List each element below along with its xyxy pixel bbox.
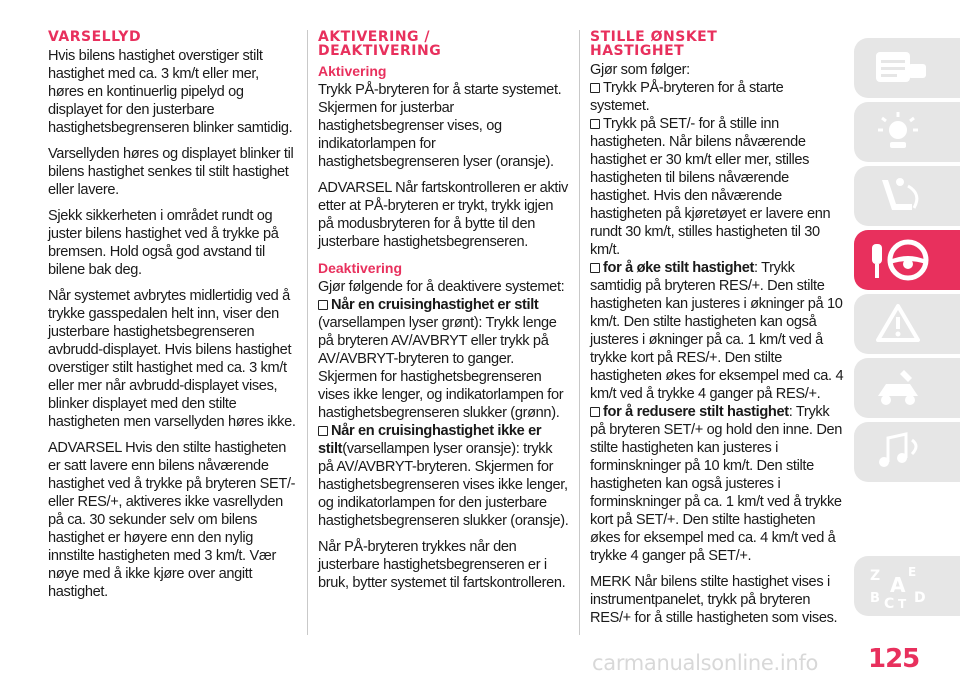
bullet-text: Trykk på SET/- for å stille inn hastigheten. Når bilens nåværende hastighet er 30 km/t eller mer, stilles hastigheten til bilens nåværende hastighet. Hvis den nåværende hastigheten på kjøretøyet er lavere enn rundt 30 km/t, stilles hastigheten til 30 km/t. xyxy=(590,116,831,258)
alphabetical-index-icon xyxy=(868,564,932,608)
paragraph: Når PÅ-bryteren trykkes når den justerbare hastighetsbegrenseren er i bruk, bytter systemet til fartskontrolleren. xyxy=(318,539,566,591)
steering-wheel-key-icon xyxy=(868,238,932,282)
bullet-text: (varsellampen lyser oransje): trykk på AV/AVBRYT-bryteren. Skjermen for hastighetsbegrenseren vises ikke lenger, og indikatorlampen for den justerbare hastighetsbegrenseren slukker (oransje). xyxy=(318,441,569,529)
bullet-bold: Når en cruisinghastighet er stilt xyxy=(331,297,539,313)
index-letter: T xyxy=(898,597,907,608)
bullet-item xyxy=(590,79,845,115)
tab-steering-wheel-key[interactable] xyxy=(854,230,960,290)
index-letter: A xyxy=(890,573,906,597)
tab-music-nav[interactable] xyxy=(854,422,960,482)
bullet-icon xyxy=(590,407,600,417)
tab-warning-triangle[interactable] xyxy=(854,294,960,354)
warning-paragraph: ADVARSEL Når fartskontrolleren er aktiv etter at PÅ-bryteren er trykt, trykk igjen på modusbryteren for å bytte til den justerbare hastighetsbegrenseren. xyxy=(318,180,568,250)
tab-alphabetical-index[interactable] xyxy=(854,556,960,616)
bullet-bold: Når en cruisinghastighet ikke er stilt xyxy=(318,423,542,457)
index-letter: Z xyxy=(870,568,881,584)
tab-car-info[interactable] xyxy=(854,38,960,98)
bullet-item xyxy=(318,296,570,422)
heading-stille-hastighet xyxy=(590,30,845,58)
index-letter: B xyxy=(870,591,880,606)
warning-paragraph: ADVARSEL Hvis den stilte hastigheten er satt lavere enn bilens nåværende hastighet ved å trykke på bryteren SET/- eller RES/+, aktiveres ikke vasrellyden på ca. 30 sekunder selv om bilens hastighet er høyere enn den nylig innstilte hastigheten med 3 km/t. Vær nøye med å ikke kjøre over angitt hastighet. xyxy=(48,440,296,600)
wrench-car-icon xyxy=(868,366,932,410)
column-divider xyxy=(307,30,308,635)
seat-airbag-icon xyxy=(868,174,932,218)
subheading-aktivering: Aktivering xyxy=(318,63,387,79)
subheading-deaktivering: Deaktivering xyxy=(318,260,403,276)
bullet-icon xyxy=(318,426,328,436)
bullet-item xyxy=(590,403,845,565)
paragraph: Varsellyden høres og displayet blinker til bilens hastighet senkes til stilt hastighet eller lavere. xyxy=(48,146,294,198)
watermark: carmanualsonline.info xyxy=(592,651,819,675)
bullet-text: : Trykk på bryteren SET/+ og hold den inne. Den stilte hastigheten kan justeres i forminskninger på 10 km/t. Den stilte hastigheten kan også justeres i forminskninger på ca. 1 km/t ved å trykke kort på SET/+. Den stilte hastigheten økes for eksempel med ca. 4 km/t ved å trykke 4 ganger på SET/+. xyxy=(590,404,843,564)
heading-aktivering xyxy=(318,30,570,58)
warning-lights-icon xyxy=(868,110,932,154)
tab-wrench-car[interactable] xyxy=(854,358,960,418)
bullet-bold: for å øke stilt hastighet xyxy=(603,260,754,276)
paragraph: Gjør følgende for å deaktivere systemet: xyxy=(318,279,565,295)
index-letter: E xyxy=(908,565,917,579)
index-letter: D xyxy=(914,590,926,606)
bullet-item xyxy=(590,259,845,403)
bullet-item xyxy=(318,422,570,530)
column-varsellyd xyxy=(48,30,298,609)
bullet-icon xyxy=(590,83,600,93)
heading-line: AKTIVERING / xyxy=(318,29,431,45)
car-info-icon xyxy=(868,46,932,90)
paragraph: Gjør som følger: xyxy=(590,62,690,78)
bullet-text: : Trykk samtidig på bryteren RES/+. Den stilte hastigheten kan justeres i økninger på 10 km/t. Den stilte hastigheten kan også justeres i økninger på ca. 1 km/t ved å trykke kort på RES/+. Den stilte hastigheten økes for eksempel med ca. 4 km/t ved å trykke 4 ganger på RES/+. xyxy=(590,260,844,402)
bullet-icon xyxy=(590,263,600,273)
warning-triangle-icon xyxy=(868,302,932,346)
chapter-tabs xyxy=(854,0,960,678)
tab-seat-airbag[interactable] xyxy=(854,166,960,226)
paragraph: Sjekk sikkerheten i området rundt og juster bilens hastighet ved å trykke på bremsen. Hold også god avstand til bilene bak deg. xyxy=(48,208,279,278)
heading-varsellyd: VARSELLYD xyxy=(48,29,142,45)
bullet-icon xyxy=(590,119,600,129)
column-aktivering xyxy=(318,30,570,600)
music-nav-icon xyxy=(868,430,932,474)
bullet-icon xyxy=(318,300,328,310)
bullet-text: (varsellampen lyser grønt): Trykk lenge på bryteren AV/AVBRYT eller trykk på AV/AVBRYT-bryteren to ganger. Skjermen for hastighetsbegrenseren vises ikke lenger, og indikatorlampen for hastighetsbegrenseren slukker (grønn). xyxy=(318,315,564,421)
page-number: 125 xyxy=(868,644,920,674)
heading-line: DEAKTIVERING xyxy=(318,43,442,59)
bullet-bold: for å redusere stilt hastighet xyxy=(603,404,789,420)
column-stille-hastighet xyxy=(590,30,845,635)
heading-line: STILLE ØNSKET xyxy=(590,29,718,45)
paragraph: Når systemet avbrytes midlertidig ved å trykke gasspedalen helt inn, viser den justerbare hastighetsbegrenseren avbrudd-displayet. Hvis bilens hastighet overstiger stilt hastighet med ca. 3 km/t eller mer når avbrudd-displayet vises, blinker displayet med den stilte hastigheten men varsellyden høres ikke. xyxy=(48,288,296,430)
note-paragraph: MERK Når bilens stilte hastighet vises i instrumentpanelet, trykk på bryteren RES/+ for å stille hastigheten som vises. xyxy=(590,574,838,626)
index-letter: C xyxy=(884,596,895,608)
paragraph: Hvis bilens hastighet overstiger stilt hastighet med ca. 3 km/t eller mer, høres en kontinuerlig pipelyd og displayet for den justerbare hastighetsbegrenseren blinker samtidig. xyxy=(48,48,293,136)
paragraph: Trykk PÅ-bryteren for å starte systemet. Skjermen for justerbar hastighetsbegrenser vises, og indikatorlampen for hastighetsbegrenseren lyser (oransje). xyxy=(318,82,562,170)
column-divider xyxy=(579,30,580,635)
tab-warning-lights[interactable] xyxy=(854,102,960,162)
bullet-text: Trykk PÅ-bryteren for å starte systemet. xyxy=(590,80,784,114)
heading-line: HASTIGHET xyxy=(590,43,685,59)
bullet-item xyxy=(590,115,845,259)
